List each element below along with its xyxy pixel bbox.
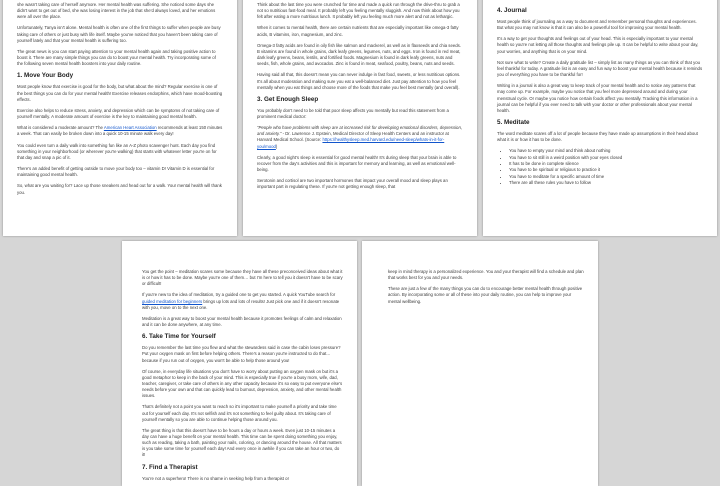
paragraph: You could even turn a daily walk into something fun like an A-Z photo scavenger hunt. Each day you find something in your neighborhood (or wherever you're walking) that starts with whatever letter you're on for that day and snap a pic of it.: [17, 142, 217, 160]
section-heading-move-your-body: 1. Move Your Body: [17, 72, 74, 80]
list-item: • You have to be spiritual or religious to practice it: [509, 167, 703, 173]
paragraph: Unfortunately, Tanya isn't alone. Mental health is often one of the first things to suffer when people are busy taking care of others or just busy with life itself. Maybe you've noticed that you haven't been taking care of yourself lately and that your mental health is suffering too.: [17, 25, 221, 43]
paragraph: Meditation is a great way to boost your mental health because it promotes feelings of calm and relaxation and it can be done anywhere, at any time.: [142, 315, 342, 328]
paragraph: Having said all that, this doesn't mean you can never indulge in fast food, sweets, or less nutritious options. It's all about moderation and making sure you eat a well-balanced diet. Just pay attention to how you feel mentally when you eat things and choose more of the foods that make you feel best mentally (and overall).: [257, 72, 461, 90]
paragraph: So, what are you waiting for? Lace up those sneakers and head out for a walk. Your mental health will thank you.: [17, 183, 222, 195]
document-page-4: [122, 241, 357, 486]
paragraph: Of course, in everyday life situations you don't have to worry about putting an oxygen mask on but it's a good metaphor to keep in the back of your mind. This is especially true if you're a busy mom, wife, dad, teacher, caregiver, or take care of others in any other capacity because it's so easy to put everyone else's needs before your own and that can quickly lead to burnout, depression, anxiety, and other mental health issues.: [142, 368, 343, 399]
paragraph: That's definitely not a point you want to reach so it's important to make yourself a priority and take time out for yourself each day. It's not selfish and it's not something to feel guilty about. It's taking care of yourself mentally so you are able to continue helping those around you.: [142, 404, 337, 422]
paragraph-moderate-amount: [17, 125, 223, 137]
paragraph: Omega-3 fatty acids are found in oily fish like salmon and mackerel, as well as in flaxseeds and chia seeds. B vitamins are found in whole grains, dark leafy greens, legumes, nuts, and eggs. Iron is found in red meat, dark leafy greens, beans, lentils, and fortified foods. Magnesium is found in dark leafy greens, nuts and seeds, fish, whole grains, and avocados. Zinc is found in meat, seafood, poultry, beans, nuts and seeds.: [257, 42, 461, 67]
american-heart-association-link[interactable]: American Heart Association: [103, 125, 157, 131]
list-item: • It has to be done in complete silence: [509, 161, 703, 167]
list-item: • You have to empty your mind and think about nothing: [509, 148, 703, 154]
paragraph: When it comes to mental health, there are certain nutrients that are especially important like omega-3 fatty acids, B vitamins, iron, magnesium, and zinc.: [257, 25, 459, 37]
text-run: brings up lots and lots of results! Just pick one and if it doesn't resonate with you, move on to the next one.: [142, 298, 340, 310]
guided-meditation-link[interactable]: guided meditation for beginners: [142, 298, 203, 304]
paragraph: she wasn't taking care of herself anymore. Her mental health was suffering. She noticed some days she didn't want to get out of bed, she was losing interest in the job that she'd always loved, and her emotions were all over the place.: [17, 2, 216, 20]
paragraph-sleep-quote: [257, 125, 463, 149]
paragraph: Think about the last time you were crunched for time and made a quick run through the drive-thru to grab a not so nutritious fast-food meal. It probably left you feeling mentally sluggish. And now think about how you felt after eating a more nutritious lunch. It probably left you feeling much more alert and not as lethargic.: [257, 2, 460, 20]
paragraph: keep in mind therapy is a personalized experience. You and your therapist will find a schedule and plan that works best for you and your needs.: [388, 269, 584, 281]
section-heading-find-therapist: 7. Find a Therapist: [142, 463, 198, 471]
paragraph: Most people think of journaling as a way to document and remember personal thoughts and experiences. But what you may not know is that it can also be a powerful tool for improving your mental health.: [497, 19, 697, 31]
paragraph: The word meditate scares off a lot of people because they have made up assumptions in their head about what it is or how it has to be done.: [497, 130, 698, 143]
list-item: • You have to meditate for a specific amount of time: [509, 174, 703, 180]
text-run: recommends at least 150 minutes a week. That can easily be broken down into a quick 10-15 minute walk every day!: [17, 125, 223, 137]
meditation-assumptions-list: [497, 148, 703, 186]
harvard-sleep-link[interactable]: https://healthysleep.med.harvard.edu/need-sleep/whats-in-it-for-you/mood: [257, 137, 445, 149]
document-page-2: [243, 0, 477, 236]
paragraph: Exercise also helps to reduce stress, anxiety, and depression which can be symptoms of not taking care of yourself mentally. A moderate amount of exercise is the key to maintaining good mental health.: [17, 107, 220, 119]
list-item: • You have to sit still in a weird position with your eyes closed: [509, 155, 703, 161]
paragraph: Do you remember the last time you flew and what the stewardess said in case the cabin loses pressure? Put your oxygen mask on first before helping others. There's a reason you're instructed to do that… because if you run out of oxygen, you won't be able to help those around you!: [142, 345, 341, 363]
quote-attribution: - Dr. Lawrence J. Epstein, Medical Director of Sleep Health Centers and an instructor at Harvard Medical School. (Source:: [257, 131, 449, 143]
paragraph: Most people know that exercise is good for the body, but what about the mind? Regular exercise is one of the best things you can do for your mental health! Exercise releases endorphins, which have mood-boosting effects.: [17, 84, 223, 102]
paragraph: Clearly, a good night's sleep is essential for good mental health! It's during sleep that your brain is able to recover from the day's activities and this is important for memory and learning, as well as emotional well-being.: [257, 154, 457, 172]
paragraph: Writing in a journal is also a great way to keep track of your mental health and to notice any patterns that may come up. For example, maybe you notice that you feel more depressed around and during your menstrual cycle. Or maybe you notice how certain foods affect you mentally. Tracking this information in a journal can be helpful if you ever need to talk with your doctor or other professionals about your mental health.: [497, 83, 698, 113]
paragraph: It's a way to get your thoughts and feelings out of your head. This is especially important to your mental health so you're not letting all those thoughts and feelings pile up. It can be helpful to write about your day, your worries, and anything that is on your mind.: [497, 36, 699, 54]
paragraph: The great news is you can start paying attention to your mental health again and taking positive action to boost it. There are many simple things you can do to boost your mental health. Try incorporating some of the following seven mental health boosters into your daily routine.: [17, 48, 216, 67]
section-heading-take-time: 6. Take Time for Yourself: [142, 333, 216, 341]
document-page-1: [3, 0, 237, 236]
section-heading-meditate: 5. Meditate: [497, 118, 530, 126]
text-run: If you're new to the idea of meditation, try a guided one to get you started. A quick YouTube search for: [142, 292, 336, 298]
paragraph: You're not a superhero! There is no shame in seeking help from a therapist or: [142, 475, 290, 481]
text-run: ): [275, 143, 278, 149]
paragraph: You probably don't need to be told that poor sleep affects you mentally but read this statement from a prominent medical doctor:: [257, 107, 449, 119]
section-heading-journal: 4. Journal: [497, 7, 527, 14]
document-page-5: [362, 241, 598, 486]
paragraph: There's an added benefit of getting outside to move your body too – vitamin D! Vitamin D is essential for maintaining good mental health.: [17, 166, 215, 178]
document-page-3: [483, 0, 717, 236]
list-item: • There are all these rules you have to follow: [509, 180, 703, 186]
paragraph: You get the point – meditation scares some because they have all these preconceived ideas about what it is or how it has to be done. Maybe you're one of them… but I'm here to tell you it doesn't have to be scary or difficult!: [142, 269, 343, 287]
paragraph: Serotonin and cortisol are two important hormones that impact your overall mood and sleep plays an important part in regulating these. If you're not getting enough sleep, that: [257, 178, 448, 190]
paragraph-guided-meditation: [142, 292, 343, 310]
paragraph: The great thing is that this doesn't have to be hours a day or hours a week. Even just 10-15 minutes a day can have a huge benefit on your mental health. This time can be spent doing something you enjoy, such as reading, taking a bath, painting your nails, coloring, or dancing around the house. All that matters is you take some time for yourself each day! And every once in awhile if you can take an hour or two, do it!: [142, 427, 342, 458]
quote-text: "People who have problems with sleep are at increased risk for developing emotional disorders, depression, and anxiety.": [257, 125, 463, 137]
paragraph: These are just a few of the many things you can do to encourage better mental health through positive action. By incorporating some or all of these into your daily routine, you can help to improve your mental wellbeing.: [388, 286, 583, 304]
paragraph: Not sure what to write? Create a daily gratitude list – simply list as many things as you can think of that you feel thankful for today. A gratitude list is an easy and fun way to boost your mental health because it reminds you of everything you have to be thankful for!: [497, 59, 703, 78]
text-run: What is considered a moderate amount? The: [17, 125, 104, 131]
section-heading-get-enough-sleep: 3. Get Enough Sleep: [257, 95, 319, 103]
